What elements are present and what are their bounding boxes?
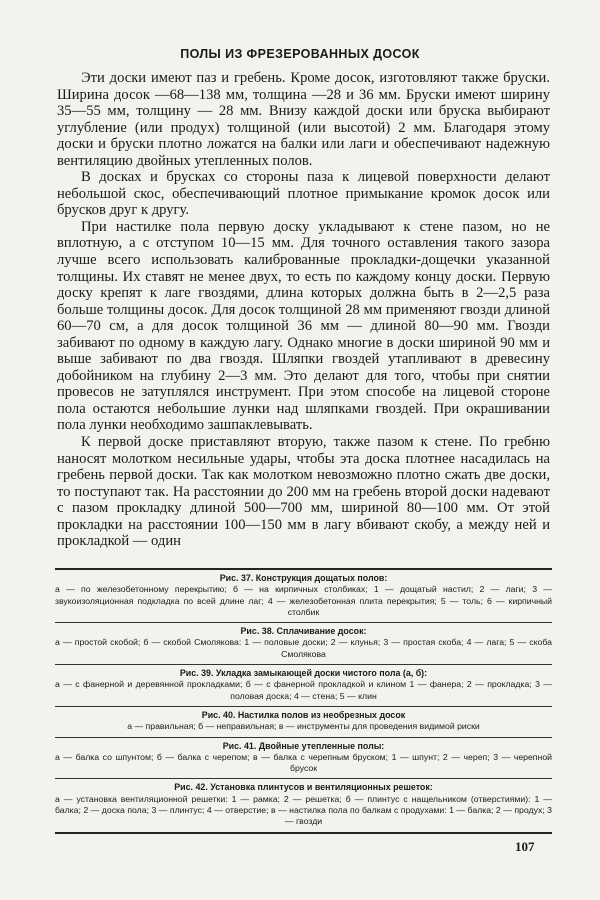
body-text: [57, 70, 550, 550]
caption-title: Рис. 38. Сплачивание досок:: [240, 626, 367, 637]
paragraph-1: Эти доски имеют паз и гребень. Кроме досок, изготовляют также бруски. Ширина досок —68—138 мм, толщина —28 и 36 мм. Бруски имеют ширину 35—55 мм, толщину — 28 мм. Внизу каждой доски или бруска выбирают углубление (или продух) толщиной (или высотой) 2 мм. Благодаря этому доски и бруски плотно ложатся на балки или лаги и обеспечивают надежную вентиляцию двойных утепленных полов.: [57, 70, 550, 169]
paragraph-4: К первой доске приставляют вторую, также пазом к стене. По гребню наносят молотком несильные удары, чтобы эта доска плотнее насадилась на гребень первой доски. Так как молотком невозможно плотно сжать две доски, то поступают так. На расстоянии до 200 мм на гребень второй доски надевают с пазом прокладку длиной 500—700 мм, шириной 80—100 мм. От этой прокладки на расстоянии 100—150 мм в лагу вбивают скобу, а между ней и прокладкой — один: [57, 434, 550, 550]
caption-fig-39: [55, 665, 552, 706]
caption-fig-41: [55, 738, 552, 779]
caption-fig-37: [55, 570, 552, 622]
caption-fig-38: [55, 623, 552, 664]
caption-title: Рис. 42. Установка плинтусов и вентиляционных решеток:: [174, 782, 433, 793]
caption-text: а — с фанерной и деревянной прокладками; б — с фанерной прокладкой и клином 1 — фанера; 2 — прокладка; 3 — половая доска; 4 — стена; 5 — клин: [55, 679, 552, 701]
paragraph-3: При настилке пола первую доску укладывают к стене пазом, но не вплотную, а с отступом 10—15 мм. Для точного оставления такого зазора лучше всего использовать калиброванные прокладки-дощечки указанной толщины. Их ставят не менее двух, то есть по каждому концу доски. Первую доску крепят к лаге гвоздями, длина которых должна быть в 2—2,5 раза больше толщины досок. Для досок толщиной 28 мм применяют гвозди длиной 60—70 см, а для досок толщиной 36 мм — длиной 80—90 мм. Гвозди забивают по одному в каждую лагу. Однако многие в доски шириной 90 мм и выше забивают по два гвоздя. Шляпки гвоздей утапливают в древесину добойником на глубину 2—3 мм. Это делают для того, чтобы при снятии провесов не затуплялся инструмент. При этом способе на лицевой стороне пола остаются небольшие лунки над шляпками гвоздей. При окрашивании пола лунки необходимо зашпаклевывать.: [57, 218, 550, 434]
figure-captions: [55, 568, 552, 834]
section-heading: ПОЛЫ ИЗ ФРЕЗЕРОВАННЫХ ДОСОК: [180, 47, 420, 61]
page-number: 107: [515, 839, 535, 854]
caption-title: Рис. 40. Настилка полов из необрезных досок: [201, 709, 406, 720]
caption-title: Рис. 39. Укладка замыкающей доски чистого пола (а, б):: [179, 668, 428, 679]
caption-text: а — установка вентиляционной решетки: 1 — рамка; 2 — решетка; б — плинтус с нащельником (отверстиями): 1 — балка; 2 — доска пола; 3 — плинтус; 4 — отверстие; в — настилка пола по балкам с продухами: 1 — балка; 2 — продух; 3 — гвозди: [55, 793, 552, 827]
caption-text: а — балка со шпунтом; б — балка с черепом; в — балка с черепным бруском; 1 — шпунт; 2 — череп; 3 — черепной брусок: [55, 751, 552, 774]
caption-text: а — по железобетонному перекрытию; б — на кирпичных столбиках; 1 — дощатый настил; 2 — лаги; 3 — звукоизоляционная подкладка по всей длине лаг; 4 — железобетонная плита перекрытия; 5 — толь; 6 — кирпичный столбик: [55, 584, 552, 617]
caption-fig-42: [55, 779, 552, 831]
caption-title: Рис. 41. Двойные утепленные полы:: [222, 740, 385, 751]
caption-divider: [55, 832, 552, 834]
caption-text: а — правильная; б — неправильная; в — инструменты для проведения видимой риски: [127, 721, 480, 732]
caption-text: а — простой скобой; б — скобой Смолякова: 1 — половые доски; 2 — клунья; 3 — простая скоба; 4 — лага; 5 — скоба Смолякова: [55, 637, 552, 659]
paragraph-2: В досках и брусках со стороны паза к лицевой поверхности делают небольшой скос, обеспечивающий плотное примыкание кромок досок или брусков друг к другу.: [57, 169, 550, 219]
caption-fig-40: [55, 707, 552, 737]
caption-title: Рис. 37. Конструкция дощатых полов:: [219, 573, 388, 583]
